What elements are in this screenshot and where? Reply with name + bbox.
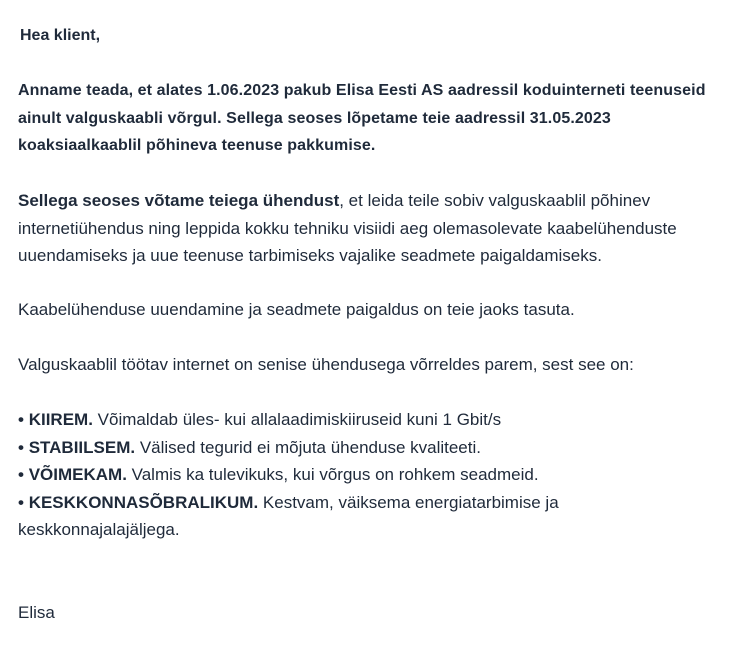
benefits-list — [18, 406, 718, 544]
greeting: Hea klient, — [20, 27, 101, 44]
list-item — [18, 406, 718, 434]
benefit-text: Kestvam, väiksema energiatarbimise ja keskkonnajalajäljega. — [18, 492, 559, 539]
benefit-title: KIIREM. — [28, 410, 93, 429]
contact-paragraph — [18, 187, 718, 270]
signature: Elisa — [18, 603, 55, 622]
bullet-icon: • — [18, 492, 29, 512]
bullet-icon: • — [18, 410, 29, 429]
benefit-text: Valmis ka tulevikuks, kui võrgus on rohkem seadmeid. — [126, 465, 539, 484]
list-item — [18, 489, 718, 544]
bullet-icon: • — [18, 465, 29, 484]
bullet-icon: • — [18, 437, 29, 457]
benefit-title: KESKKONNASÕBRALIKUM. — [28, 492, 259, 512]
free-install-paragraph: Kaabelühenduse uuendamine ja seadmete paigaldus on teie jaoks tasuta. — [18, 300, 575, 319]
list-item — [18, 461, 718, 489]
benefit-title: STABIILSEM. — [28, 437, 136, 457]
list-item — [18, 434, 718, 462]
benefit-title: VÕIMEKAM. — [28, 465, 127, 484]
contact-text: , et leida teile sobiv valguskaablil põhinev internetiühendus ning leppida kokku tehniku visiidi aeg olemasolevate kaabelühenduste uuendamiseks ja uue teenuse tarbimiseks vajalike seadmete paigaldamiseks. — [18, 191, 677, 265]
comparison-paragraph: Valguskaablil töötav internet on senise ühendusega võrreldes parem, sest see on: — [18, 355, 634, 374]
contact-bold-text: Sellega seoses võtame teiega ühendust — [18, 191, 340, 210]
benefit-text: Välised tegurid ei mõjuta ühenduse kvaliteeti. — [135, 437, 481, 457]
benefit-text: Võimaldab üles- kui allalaadimiskiiruseid kuni 1 Gbit/s — [92, 410, 502, 429]
intro-paragraph: Anname teada, et alates 1.06.2023 pakub Elisa Eesti AS aadressil koduinterneti teenuseid ainult valguskaabli võrgul. Sellega seoses lõpetame teie aadressil 31.05.2023 koaksiaalkaablil põhineva teenuse pakkumise. — [18, 82, 706, 154]
